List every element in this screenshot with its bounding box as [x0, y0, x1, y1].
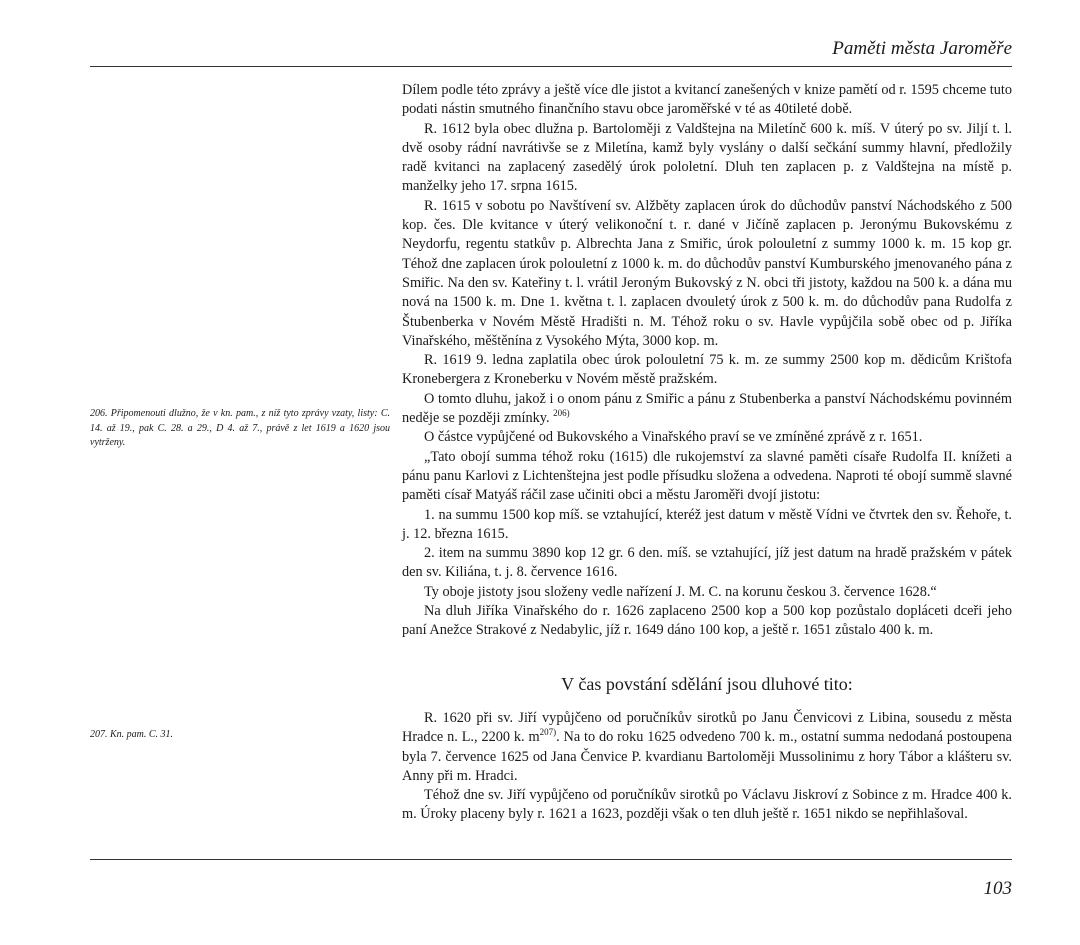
paragraph: R. 1615 v sobotu po Navštívení sv. Alžběty zaplacen úrok do důchodův panství Náchodského z 500 kop. čes. Dle kvitance v úterý velikonoční t. r. dané v Jičíně zaplacen p. Jeronýmu Bukovskému z Neydorfu, regentu statkův p. Albrechta Jana z Smiřic, úrok polouletní z summy 1000 k. m. 15 kop gr. Téhož dne zaplacen úrok polouletní z 1000 k. m. do důchodův panství Kumburského jmenovaného pána z Smiřic. Na den sv. Kateřiny t. l. vrátil Jeroným Bukovský z N. obci tři jistoty, každou na 500 k. a dána mu nová na 1500 k. m. Dne 1. května t. l. zaplacen dvouletý úrok z 500 k. m. do důchodův pana Rudolfa z Štubenberka v Novém Městě Hradišti n. M. Téhož roku o sv. Havle vypůjčila sobě obec od p. Jiříka Vinařského, měštěnína z Vysokého Mýta, 3000 kop. m.: [402, 197, 1012, 349]
paragraph: 1. na summu 1500 kop míš. se vztahující, kteréž jest datum v městě Vídni ve čtvrtek den sv. Řehoře, t. j. 12. března 1615.: [402, 506, 1012, 542]
footnote-207: 207. Kn. pam. C. 31.: [90, 729, 174, 740]
paragraph-text: O tomto dluhu, jakož i o onom pánu z Smiřic a pánu z Stubenberka a panství Náchodskému povinném neděje se později zmínky.: [402, 390, 1012, 427]
bottom-rule: [90, 859, 1012, 860]
section-heading: V čas povstání sdělání jsou dluhové tito:: [561, 674, 853, 694]
top-rule: [90, 66, 1012, 67]
section-text-block: [402, 709, 1012, 825]
page-number: 103: [983, 878, 1012, 899]
paragraph: [402, 709, 1012, 786]
footnote-ref-207: 207): [539, 727, 557, 738]
paragraph-text: . Na to do roku 1625 odvedeno 700 k. m., ostatní summa nedodaná postoupena byla 7. července 1625 od Jana Čenvice P. kvardianu Bartoloměji Mussolinimu z hory Tábor a klášteru sv. Anny při m. Hradci.: [402, 729, 1013, 784]
footnote-206: 206. Připomenouti dlužno, že v kn. pam., z níž tyto zprávy vzaty, listy: C. 14. až 19., pak C. 28. a 29., D 4. až 7., právě z let 1619 a 1620 jsou vytrženy.: [90, 408, 390, 448]
running-head: Paměti města Jaroměře: [832, 38, 1012, 59]
paragraph: O částce vypůjčené od Bukovského a Vinařského praví se ve zmíněné zprávě z r. 1651.: [424, 429, 923, 446]
paragraph-text: R. 1620 při sv. Jiří vypůjčeno od poručníkův sirotků po Janu Čenvicovi z Libina, sousedu z města Hradce n. L., 2200 k. m: [402, 710, 1012, 746]
paragraph: R. 1619 9. ledna zaplatila obec úrok polouletní 75 k. m. ze summy 2500 kop m. dědicům Krištofa Kronebergera z Kroneberku v Novém městě pražském.: [402, 352, 1012, 388]
footnote-ref-206: 206): [553, 408, 570, 419]
paragraph: R. 1612 byla obec dlužna p. Bartoloměji z Valdštejna na Miletínč 600 k. míš. V úterý po sv. Jiljí t. l. dvě osoby rádní navrátivše se z Miletína, kamž byly vyslány o další sečkání summy hlavní, předložily radě kvitanci na zaplacený zasedělý úrok pololetní. Dluh ten zaplacen p. z Valdštejna na místě p. manželky jeho 17. srpna 1615.: [402, 120, 1012, 195]
paragraph: [402, 390, 1012, 429]
paragraph: 2. item na summu 3890 kop 12 gr. 6 den. míš. se vztahující, jíž jest datum na hradě pražském v pátek den sv. Kiliána, t. j. 8. července 1616.: [402, 545, 1012, 581]
paragraph: Dílem podle této zprávy a ještě více dle jistot a kvitancí zanešených v knize pamětí od r. 1595 chceme tuto podati nástin smutného finančního stavu obce jaroměřské v té as 40tileté době.: [402, 82, 1012, 118]
paragraph: Téhož dne sv. Jiří vypůjčeno od poručníkův sirotků po Václavu Jiskroví z Sobince z m. Hradce 400 k. m. Úroky placeny byly r. 1621 a 1623, později však o ten dluh ještě r. 1651 nikdo se nepřihlašoval.: [402, 787, 1012, 823]
paragraph: „Tato obojí summa téhož roku (1615) dle rukojemství za slavné paměti císaře Rudolfa II. knížeti a pánu panu Karlovi z Lichtenštejna jest podle přísudku složena a odvedena. Naproti té obojí summě slavné paměti císař Matyáš ráčil zase učiniti obci a městu Jaroměři dvojí jistotu:: [402, 448, 1012, 504]
paragraph: Na dluh Jiříka Vinařského do r. 1626 zaplaceno 2500 kop a 500 kop pozůstalo dopláceti dceři jeho paní Anežce Strakové z Nedabylic, jíž r. 1649 dáno 100 kop, a ještě r. 1651 zůstalo 400 k. m.: [402, 603, 1012, 639]
paragraph: Ty oboje jistoty jsou složeny vedle nařízení J. M. C. na korunu českou 3. července 1628.“: [424, 583, 937, 600]
main-text-block: [402, 81, 1012, 641]
